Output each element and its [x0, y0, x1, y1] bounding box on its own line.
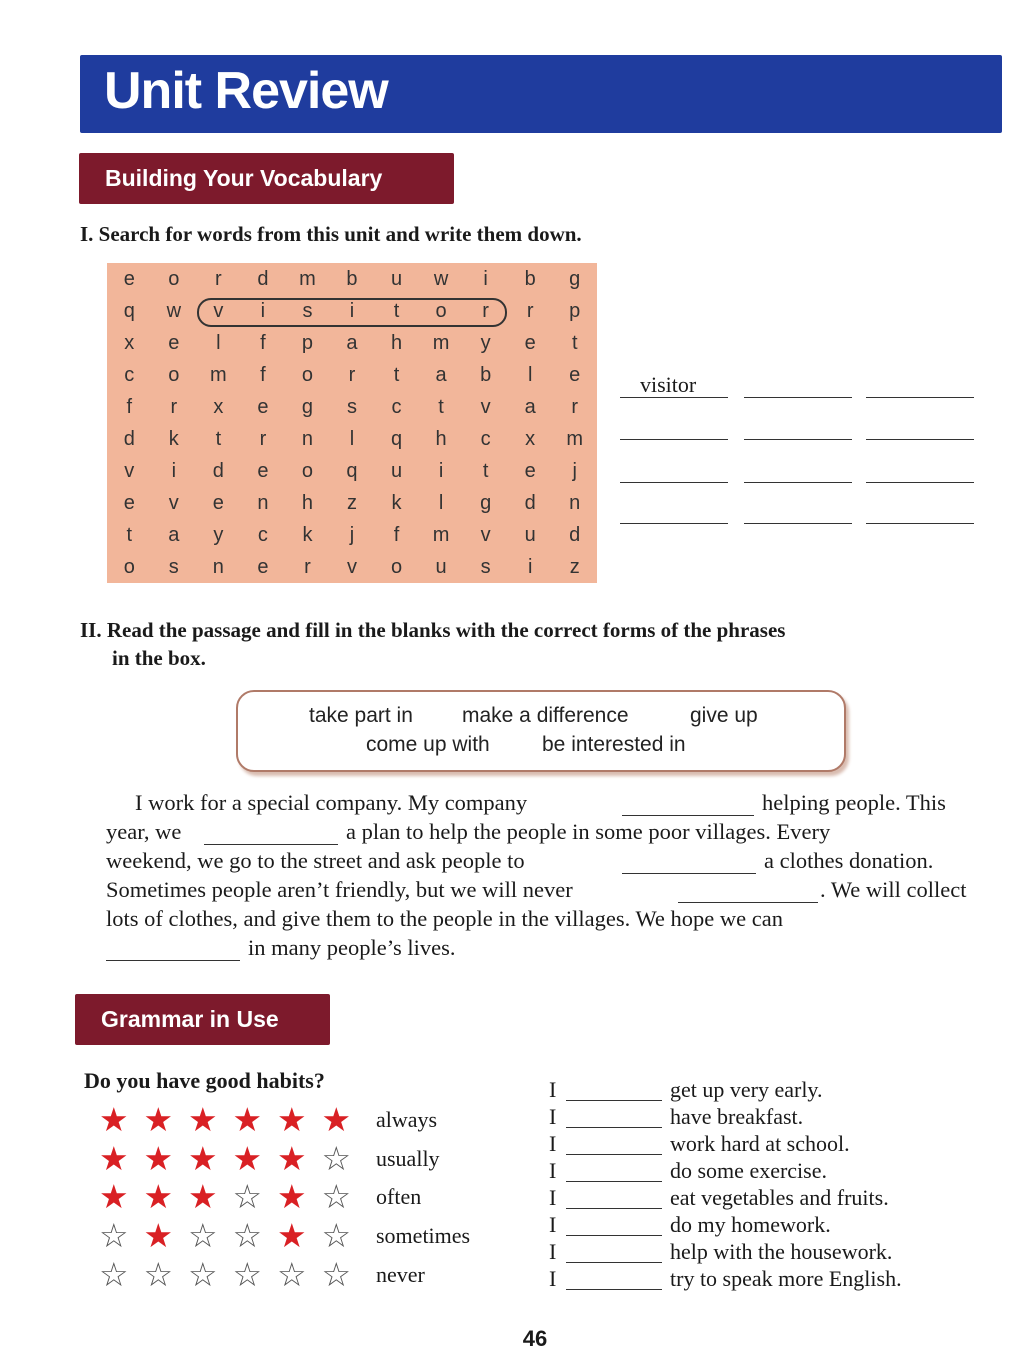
answer-blank[interactable] [620, 439, 728, 440]
grid-letter[interactable]: k [302, 523, 313, 546]
answer-blank[interactable] [866, 523, 974, 524]
instruction-one: I. Search for words from this unit and write them down. [80, 222, 582, 246]
grid-letter[interactable]: m [299, 267, 316, 290]
filled-star-icon: ★ [143, 1177, 174, 1216]
grid-letter[interactable]: z [346, 491, 357, 514]
grid-letter[interactable]: c [124, 363, 135, 386]
passage-blank[interactable] [678, 902, 818, 903]
grid-letter[interactable]: l [216, 331, 221, 354]
filled-star-icon: ★ [99, 1100, 129, 1139]
empty-star-icon: ☆ [321, 1177, 352, 1216]
grid-letter[interactable]: i [349, 299, 355, 322]
phrase-box [236, 690, 846, 772]
passage-blank[interactable] [204, 844, 338, 845]
sentence-blank[interactable] [566, 1235, 662, 1236]
grid-letter[interactable]: c [257, 523, 268, 546]
grid-letter[interactable]: e [257, 555, 269, 578]
grid-letter[interactable]: l [438, 491, 444, 514]
grid-letter[interactable]: j [572, 459, 577, 482]
grid-letter[interactable]: f [126, 395, 133, 418]
filled-star-icon: ★ [188, 1177, 218, 1216]
passage-text: lots of clothes, and give them to the people in the villages. We hope we can [106, 906, 783, 931]
sentence-blank[interactable] [566, 1208, 662, 1209]
grid-letter[interactable]: h [435, 427, 447, 450]
filled-star-icon: ★ [277, 1216, 307, 1255]
grid-letter[interactable]: i [483, 267, 488, 290]
passage-text: a plan to help the people in some poor villages. Every [346, 819, 831, 844]
sentence-pronoun: I [549, 1266, 557, 1291]
grid-letter[interactable]: u [390, 267, 403, 290]
grid-letter[interactable]: k [168, 427, 179, 450]
filled-star-icon: ★ [143, 1100, 174, 1139]
answer-blank[interactable] [866, 439, 974, 440]
grid-letter[interactable]: k [391, 491, 402, 514]
grid-letter[interactable]: o [123, 555, 135, 578]
grid-letter[interactable]: v [480, 395, 491, 418]
passage-text: weekend, we go to the street and ask people to [106, 848, 525, 873]
grid-letter[interactable]: d [524, 491, 536, 514]
grid-letter[interactable]: t [393, 363, 400, 386]
empty-star-icon: ☆ [188, 1216, 218, 1255]
filled-star-icon: ★ [99, 1139, 129, 1178]
sentence-blank[interactable] [566, 1262, 662, 1263]
grid-letter[interactable]: e [257, 459, 269, 482]
sentence-blank[interactable] [566, 1100, 662, 1101]
empty-star-icon: ☆ [321, 1216, 352, 1255]
grid-letter[interactable]: x [213, 395, 224, 418]
phrase-item: make a difference [462, 704, 629, 727]
sentence-text: eat vegetables and fruits. [670, 1185, 889, 1210]
grid-letter[interactable]: r [170, 395, 178, 418]
grid-letter[interactable]: f [260, 331, 266, 354]
grid-letter[interactable]: q [346, 459, 358, 482]
grid-letter[interactable]: x [124, 331, 135, 354]
sentence-text: have breakfast. [670, 1104, 804, 1129]
grid-letter[interactable]: o [168, 267, 180, 290]
grid-letter[interactable]: n [569, 491, 581, 514]
grid-letter[interactable]: r [259, 427, 267, 450]
filled-star-icon: ★ [143, 1216, 174, 1255]
grid-letter[interactable]: u [524, 523, 536, 546]
grid-letter[interactable]: h [301, 491, 313, 514]
grid-letter[interactable]: v [346, 555, 357, 578]
passage-blank[interactable] [622, 815, 754, 816]
unit-title: Unit Review [104, 62, 388, 120]
phrase-item: give up [690, 704, 758, 727]
grid-letter[interactable]: p [301, 331, 313, 354]
passage-text: Sometimes people aren’t friendly, but we will never [106, 877, 573, 902]
empty-star-icon: ☆ [188, 1255, 218, 1294]
grid-letter[interactable]: m [432, 331, 450, 354]
page-number: 46 [522, 1326, 548, 1351]
instruction-two-cont: in the box. [112, 646, 206, 670]
grid-letter[interactable]: e [569, 363, 581, 386]
grid-letter[interactable]: b [346, 267, 358, 290]
grid-letter[interactable]: a [168, 523, 180, 546]
grid-letter[interactable]: s [346, 395, 357, 418]
grid-letter[interactable]: s [302, 299, 313, 322]
grid-letter[interactable]: t [393, 299, 400, 322]
passage-text: a clothes donation. [764, 848, 934, 873]
grid-letter[interactable]: j [349, 523, 355, 546]
filled-star-icon: ★ [232, 1100, 263, 1139]
sentence-pronoun: I [549, 1239, 557, 1264]
grid-letter[interactable]: m [210, 363, 227, 386]
filled-star-icon: ★ [321, 1100, 352, 1139]
answer-blank[interactable] [744, 397, 852, 398]
grid-letter[interactable]: z [569, 555, 580, 578]
empty-star-icon: ☆ [232, 1177, 263, 1216]
filled-star-icon: ★ [99, 1177, 129, 1216]
grid-letter[interactable]: v [480, 523, 491, 546]
sentence-text: do some exercise. [670, 1158, 827, 1183]
answer-blank[interactable] [866, 397, 974, 398]
grid-letter[interactable]: o [301, 363, 313, 386]
grid-letter[interactable]: l [349, 427, 355, 450]
empty-star-icon: ☆ [232, 1216, 263, 1255]
grid-letter[interactable]: h [390, 331, 403, 354]
sentence-blank[interactable] [566, 1289, 662, 1290]
frequency-word: sometimes [376, 1223, 471, 1248]
grid-letter[interactable]: f [393, 523, 400, 546]
grid-letter[interactable]: w [433, 267, 449, 290]
grid-letter[interactable]: q [123, 299, 135, 322]
phrase-item: take part in [309, 704, 413, 727]
sentence-pronoun: I [549, 1185, 557, 1210]
answer-blank[interactable] [620, 397, 728, 398]
grid-letter[interactable]: n [212, 555, 224, 578]
grid-letter[interactable]: i [527, 555, 533, 578]
passage-text: . We will collect [820, 877, 967, 902]
grid-letter[interactable]: n [301, 427, 313, 450]
grid-letter[interactable]: o [301, 459, 313, 482]
grid-letter[interactable]: q [390, 427, 403, 450]
passage-text: I work for a special company. My company [135, 790, 528, 815]
grid-letter[interactable]: o [390, 555, 403, 578]
grid-letter[interactable]: d [123, 427, 135, 450]
grid-letter[interactable]: v [213, 299, 224, 322]
filled-star-icon: ★ [277, 1100, 307, 1139]
grid-letter[interactable]: o [435, 299, 447, 322]
grid-letter[interactable]: r [348, 363, 356, 386]
grid-letter[interactable]: u [390, 459, 403, 482]
grid-letter[interactable]: u [435, 555, 447, 578]
answer-blank[interactable] [744, 482, 852, 483]
answer-blank[interactable] [620, 523, 728, 524]
phrase-item: come up with [366, 733, 490, 756]
sentence-blank[interactable] [566, 1181, 662, 1182]
frequency-word: usually [376, 1146, 440, 1171]
grid-letter[interactable]: p [569, 299, 581, 322]
grid-letter[interactable]: r [526, 299, 534, 322]
frequency-word: often [376, 1184, 422, 1209]
empty-star-icon: ☆ [143, 1255, 174, 1294]
empty-star-icon: ☆ [321, 1255, 352, 1294]
passage-blank[interactable] [622, 873, 756, 874]
passage-text: helping people. This [762, 790, 946, 815]
grid-letter[interactable]: m [432, 523, 450, 546]
empty-star-icon: ☆ [99, 1216, 129, 1255]
grid-letter[interactable]: s [480, 555, 491, 578]
grid-letter[interactable]: e [123, 267, 135, 290]
grid-letter[interactable]: a [346, 331, 358, 354]
grid-letter[interactable]: r [304, 555, 311, 578]
frequency-word: never [376, 1262, 425, 1287]
grid-letter[interactable]: g [480, 491, 492, 514]
passage-text: in many people’s lives. [248, 935, 456, 960]
grid-letter[interactable]: n [257, 491, 269, 514]
grid-letter[interactable]: b [480, 363, 492, 386]
grid-letter[interactable]: v [168, 491, 179, 514]
grid-letter[interactable]: y [213, 523, 224, 546]
grid-letter[interactable]: o [168, 363, 180, 386]
grid-letter[interactable]: i [171, 459, 177, 482]
grid-letter[interactable]: c [480, 427, 491, 450]
grid-letter[interactable]: e [524, 331, 536, 354]
grid-letter[interactable]: d [212, 459, 224, 482]
filled-star-icon: ★ [143, 1139, 174, 1178]
grid-letter[interactable]: i [438, 459, 444, 482]
grid-letter[interactable]: m [566, 427, 584, 450]
filled-star-icon: ★ [232, 1139, 263, 1178]
grid-letter[interactable]: d [569, 523, 581, 546]
section-grammar-tab: Grammar in Use [75, 994, 330, 1045]
sentence-pronoun: I [549, 1212, 557, 1237]
filled-star-icon: ★ [188, 1139, 218, 1178]
grid-letter[interactable]: t [126, 523, 133, 546]
grid-letter[interactable]: c [391, 395, 402, 418]
grid-letter[interactable]: t [215, 427, 222, 450]
grid-letter[interactable]: e [524, 459, 536, 482]
sentence-pronoun: I [549, 1104, 557, 1129]
passage-blank[interactable] [106, 960, 240, 961]
visitor-circle [197, 298, 507, 327]
grid-letter[interactable]: v [124, 459, 135, 482]
phrase-item: be interested in [542, 733, 686, 756]
sentence-blank[interactable] [566, 1154, 662, 1155]
sentence-pronoun: I [549, 1158, 557, 1183]
grid-letter[interactable]: w [166, 299, 182, 322]
grid-letter[interactable]: f [260, 363, 266, 386]
habits-title: Do you have good habits? [84, 1068, 325, 1093]
answer-blank[interactable] [866, 482, 974, 483]
answer-blank[interactable] [620, 482, 728, 483]
grid-letter[interactable]: b [524, 267, 536, 290]
filled-star-icon: ★ [188, 1100, 218, 1139]
sentence-text: work hard at school. [670, 1131, 850, 1156]
grid-letter[interactable]: e [257, 395, 269, 418]
grid-letter[interactable]: r [571, 395, 579, 418]
grid-letter[interactable]: t [482, 459, 489, 482]
filled-star-icon: ★ [277, 1177, 307, 1216]
grid-letter[interactable]: g [569, 267, 581, 290]
grid-letter[interactable]: t [571, 331, 578, 354]
empty-star-icon: ☆ [232, 1255, 263, 1294]
grid-letter[interactable]: s [168, 555, 179, 578]
grid-letter[interactable]: l [527, 363, 533, 386]
grid-letter[interactable]: r [215, 267, 222, 290]
grid-letter[interactable]: r [482, 299, 489, 322]
example-answer: visitor [640, 372, 697, 397]
empty-star-icon: ☆ [277, 1255, 307, 1294]
sentence-text: try to speak more English. [670, 1266, 902, 1291]
sentence-text: do my homework. [670, 1212, 831, 1237]
grid-letter[interactable]: t [438, 395, 444, 418]
grid-letter[interactable]: e [168, 331, 180, 354]
answer-blank[interactable] [744, 523, 852, 524]
empty-star-icon: ☆ [99, 1255, 129, 1294]
answer-blank[interactable] [744, 439, 852, 440]
grid-letter[interactable]: g [301, 395, 313, 418]
unit-title-bar [80, 55, 1002, 133]
grid-letter[interactable]: i [260, 299, 266, 322]
passage-text: year, we [106, 819, 182, 844]
section-vocabulary-tab: Building Your Vocabulary [79, 153, 454, 204]
sentence-blank[interactable] [566, 1127, 662, 1128]
instruction-two: II. Read the passage and fill in the blanks with the correct forms of the phrases [80, 618, 786, 642]
sentence-pronoun: I [549, 1131, 557, 1156]
grid-letter[interactable]: a [435, 363, 447, 386]
filled-star-icon: ★ [277, 1139, 307, 1178]
grid-letter[interactable]: e [212, 491, 224, 514]
sentence-text: get up very early. [670, 1077, 823, 1102]
sentence-text: help with the housework. [670, 1239, 893, 1264]
grid-letter[interactable]: e [123, 491, 135, 514]
grid-letter[interactable]: y [480, 331, 491, 354]
grid-letter[interactable]: d [257, 267, 269, 290]
empty-star-icon: ☆ [321, 1139, 352, 1178]
frequency-word: always [376, 1107, 438, 1132]
grid-letter[interactable]: x [525, 427, 536, 450]
sentence-pronoun: I [549, 1077, 557, 1102]
grid-letter[interactable]: a [524, 395, 536, 418]
